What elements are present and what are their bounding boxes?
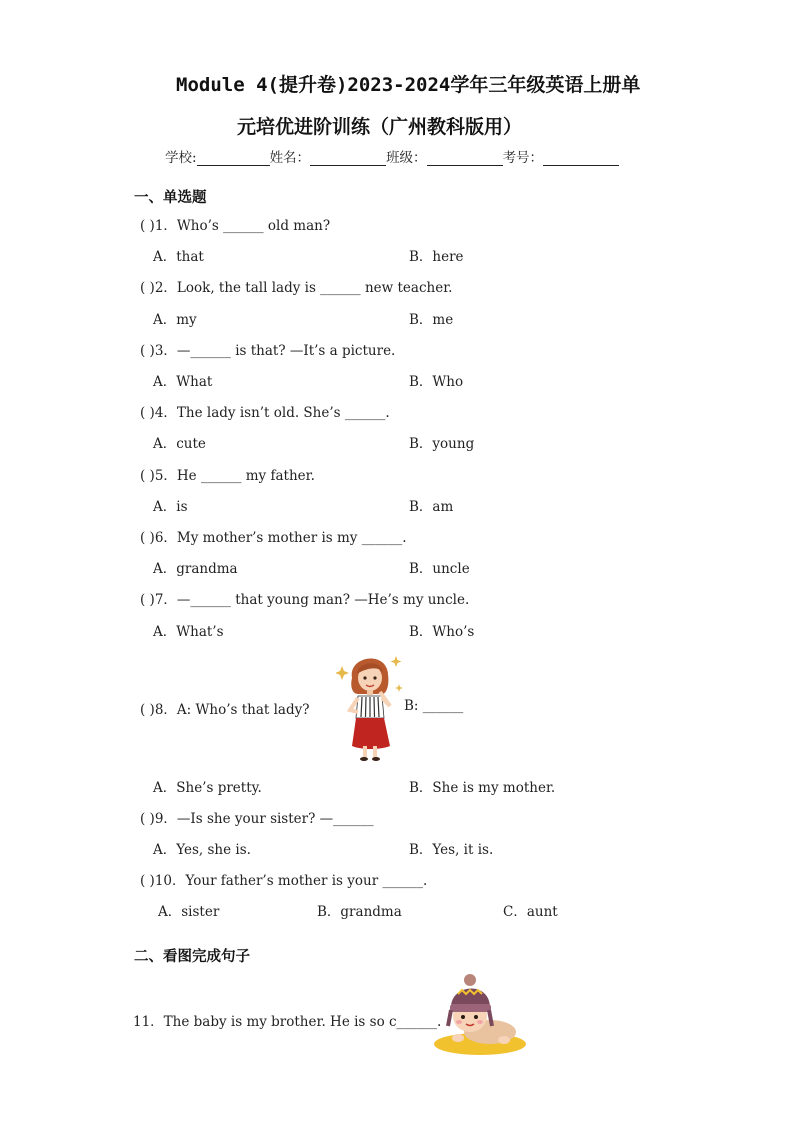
exam-no-label: 考号： [502, 150, 544, 166]
q9-option-b[interactable]: B．Yes, it is. [409, 842, 494, 858]
q10-option-a[interactable]: A．sister [158, 904, 220, 920]
q1-option-b[interactable]: B．here [409, 249, 464, 265]
q8-option-b[interactable]: B．She is my mother. [409, 780, 556, 796]
exam-no-blank[interactable] [543, 151, 619, 166]
question-11: 11．The baby is my brother. He is so c______. [133, 1014, 442, 1030]
question-8: ( )8．A: Who’s that lady? [140, 702, 310, 718]
q3-option-b[interactable]: B．Who [409, 374, 464, 390]
question-7: ( )7．—______ that young man? —He’s my uncle. [140, 592, 470, 608]
student-info-line [165, 146, 619, 166]
school-blank[interactable] [197, 151, 270, 166]
title-line-1: Module 4(提升卷)2023-2024学年三年级英语上册单 [176, 74, 641, 96]
question-4: ( )4．The lady isn’t old. She’s ______. [140, 405, 390, 421]
question-10: ( )10．Your father’s mother is your ______. [140, 873, 428, 889]
lady-illustration [336, 648, 404, 762]
q4-option-b[interactable]: B．young [409, 436, 475, 452]
question-6: ( )6．My mother’s mother is my ______. [140, 530, 407, 546]
q4-option-a[interactable]: A．cute [153, 436, 206, 452]
class-blank[interactable] [427, 151, 503, 166]
q2-option-a[interactable]: A．my [153, 312, 197, 328]
question-5: ( )5．He ______ my father. [140, 468, 315, 484]
class-label: 班级： [386, 150, 427, 166]
q9-option-a[interactable]: A．Yes, she is. [153, 842, 251, 858]
school-label: 学校: [165, 150, 197, 166]
section-title-single-choice: 一、单选题 [134, 190, 207, 206]
q7-option-a[interactable]: A．What’s [153, 624, 224, 640]
baby-illustration [432, 966, 530, 1058]
q2-option-b[interactable]: B．me [409, 312, 454, 328]
question-8-answer-prompt: B: ______ [404, 698, 464, 714]
question-1: ( )1．Who’s ______ old man? [140, 218, 331, 234]
q5-option-b[interactable]: B．am [409, 499, 454, 515]
q8-option-a[interactable]: A．She’s pretty. [153, 780, 262, 796]
q10-option-b[interactable]: B．grandma [317, 904, 402, 920]
question-3: ( )3．—______ is that? —It’s a picture. [140, 343, 396, 359]
q6-option-b[interactable]: B．uncle [409, 561, 470, 577]
q10-option-c[interactable]: C．aunt [503, 904, 558, 920]
question-2: ( )2．Look, the tall lady is ______ new teacher. [140, 280, 453, 296]
q5-option-a[interactable]: A．is [153, 499, 188, 515]
name-label: 姓名： [269, 150, 311, 166]
question-9: ( )9．—Is she your sister? —______ [140, 811, 374, 827]
q6-option-a[interactable]: A．grandma [153, 561, 238, 577]
title-line-2: 元培优进阶训练（广州教科版用） [237, 116, 523, 138]
name-blank[interactable] [310, 151, 386, 166]
q3-option-a[interactable]: A．What [153, 374, 213, 390]
q7-option-b[interactable]: B．Who’s [409, 624, 475, 640]
section-title-picture-sentences: 二、看图完成句子 [134, 949, 250, 965]
q1-option-a[interactable]: A．that [153, 249, 204, 265]
